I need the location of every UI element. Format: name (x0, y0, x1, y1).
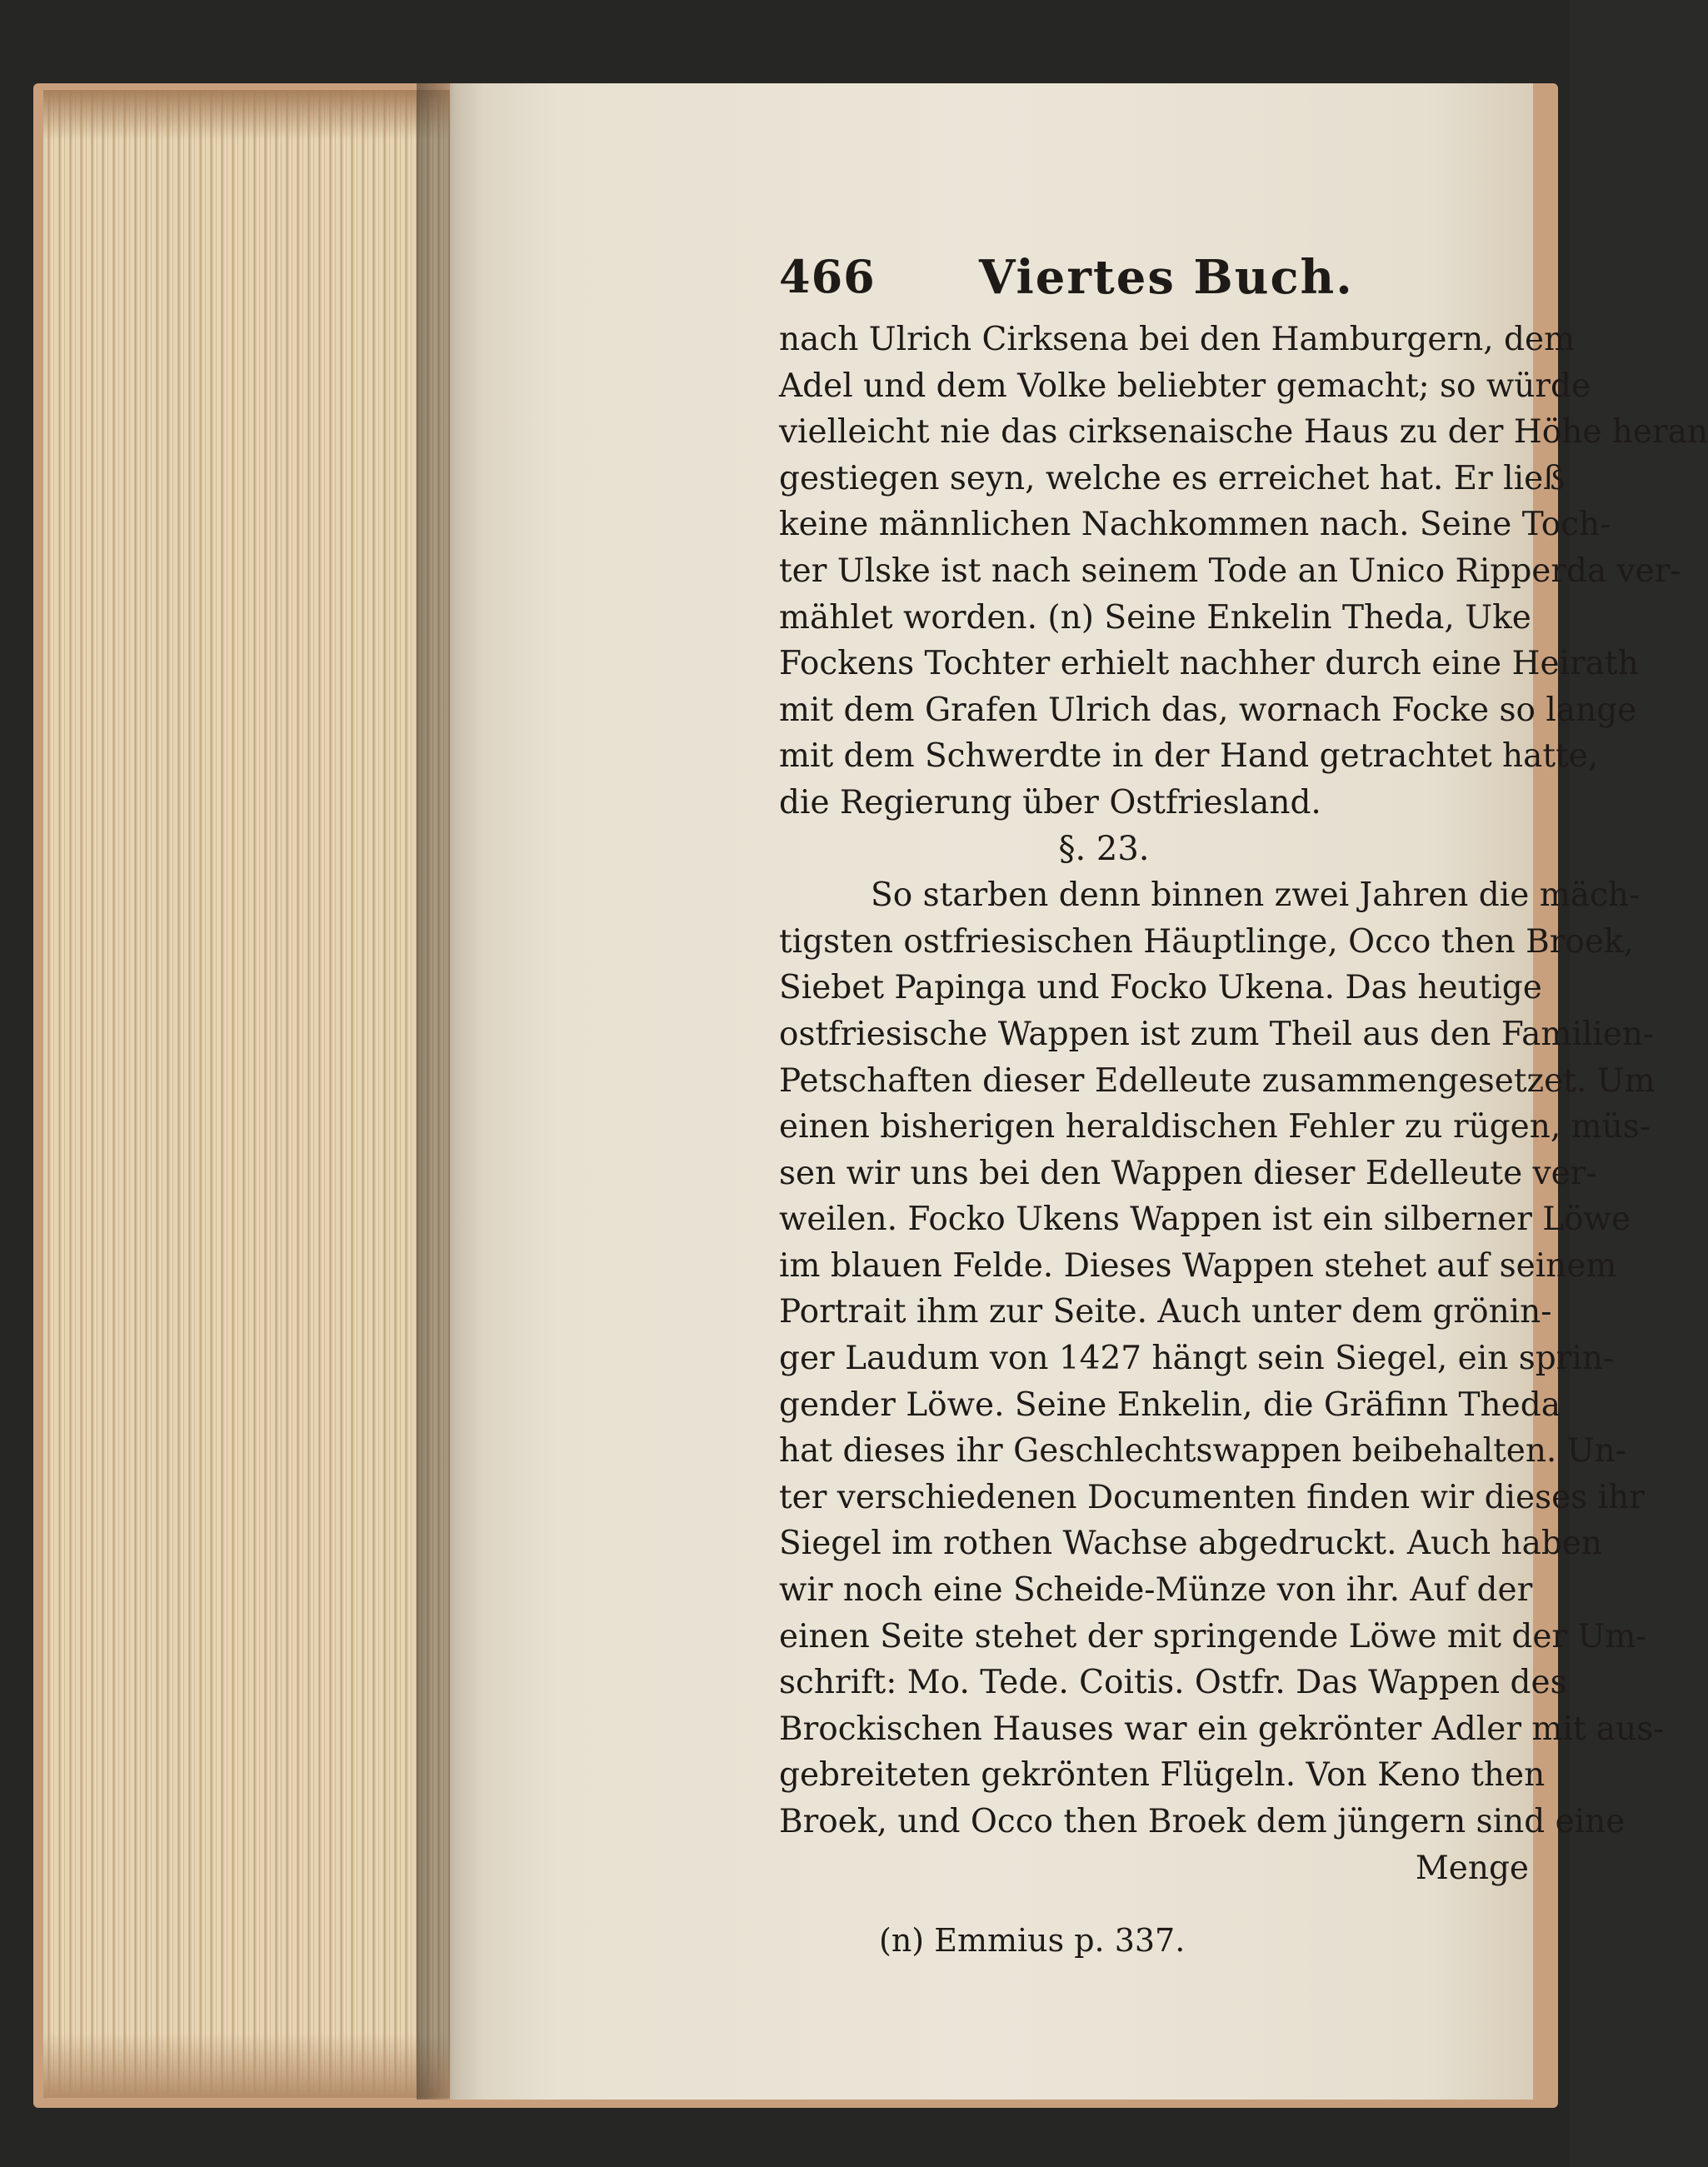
text-line: vielleicht nie das cirksenaische Haus zu der Höhe heran (779, 413, 1708, 452)
text-line: Portrait ihm zur Seite. Auch unter dem grönin- (779, 1293, 1552, 1331)
catchword: Menge (1415, 1849, 1529, 1887)
text-line: Siegel im rothen Wachse abgedruckt. Auch haben (779, 1525, 1603, 1563)
section-heading: §. 23. (1058, 829, 1150, 868)
text-line: Petschaften dieser Edelleute zusammengesetzet. Um (779, 1061, 1656, 1100)
page-edges-bottom-shade (43, 2033, 452, 2098)
text-line: mählet worden. (n) Seine Enkelin Theda, Uke (779, 598, 1531, 637)
gutter-shadow (417, 83, 483, 2100)
text-line: Brockischen Hauses war ein gekrönter Adler mit aus- (779, 1710, 1665, 1748)
page-number: 466 (779, 250, 876, 303)
text-line: So starben denn binnen zwei Jahren die mäch- (871, 876, 1641, 915)
text-line: ger Laudum von 1427 hängt sein Siegel, ein sprin- (779, 1340, 1615, 1378)
body-text (779, 317, 1708, 1891)
page-header (779, 250, 1529, 317)
text-line: ter Ulske ist nach seinem Tode an Unico Ripperda ver- (779, 552, 1681, 590)
text-line: einen Seite stehet der springende Löwe mit der Um- (779, 1617, 1647, 1655)
text-line: gebreiteten gekrönten Flügeln. Von Keno then (779, 1756, 1546, 1795)
text-line: ter verschiedenen Documenten finden wir dieses ihr (779, 1478, 1645, 1516)
page-content (779, 250, 1708, 1961)
text-line: im blauen Felde. Dieses Wappen stehet auf seinem (779, 1246, 1617, 1285)
text-line: mit dem Grafen Ulrich das, wornach Focke so lange (779, 691, 1637, 729)
running-head: Viertes Buch. (979, 250, 1354, 305)
text-line: nach Ulrich Cirksena bei den Hamburgern, dem (779, 321, 1576, 358)
text-line: die Regierung über Ostfriesland. (779, 783, 1321, 821)
text-line: keine männlichen Nachkommen nach. Seine Toch- (779, 506, 1611, 544)
text-line: schrift: Mo. Tede. Coitis. Ostfr. Das Wappen des (779, 1664, 1567, 1702)
page-edges (43, 90, 452, 2098)
text-line: Adel und dem Volke beliebter gemacht; so würde (779, 367, 1591, 405)
footnote: (n) Emmius p. 337. (879, 1922, 1186, 1960)
page-edges-top-shade (43, 90, 452, 140)
text-line: einen bisherigen heraldischen Fehler zu rügen, müs- (779, 1108, 1651, 1146)
text-line: Broek, und Occo then Broek dem jüngern sind eine (779, 1803, 1626, 1840)
text-line: mit dem Schwerdte in der Hand getrachtet hatte, (779, 737, 1599, 776)
text-line: hat dieses ihr Geschlechtswappen beibehalten. Un- (779, 1432, 1626, 1470)
text-line: ostfriesische Wappen ist zum Theil aus den Familien- (779, 1015, 1655, 1053)
text-line: gestiegen seyn, welche es erreichet hat. Er ließ (779, 459, 1566, 497)
text-line: gender Löwe. Seine Enkelin, die Gräfinn Theda (779, 1386, 1561, 1424)
text-line: wir noch eine Scheide-Münze von ihr. Auf der (779, 1571, 1533, 1610)
text-line: weilen. Focko Ukens Wappen ist ein silberner Löwe (779, 1201, 1631, 1239)
text-line: Siebet Papinga und Focko Ukena. Das heutige (779, 969, 1542, 1007)
text-line: sen wir uns bei den Wappen dieser Edelleute ver- (779, 1154, 1597, 1192)
text-line: tigsten ostfriesischen Häuptlinge, Occo then Broek, (779, 922, 1634, 961)
text-line: Fockens Tochter erhielt nachher durch eine Heirath (779, 645, 1639, 683)
